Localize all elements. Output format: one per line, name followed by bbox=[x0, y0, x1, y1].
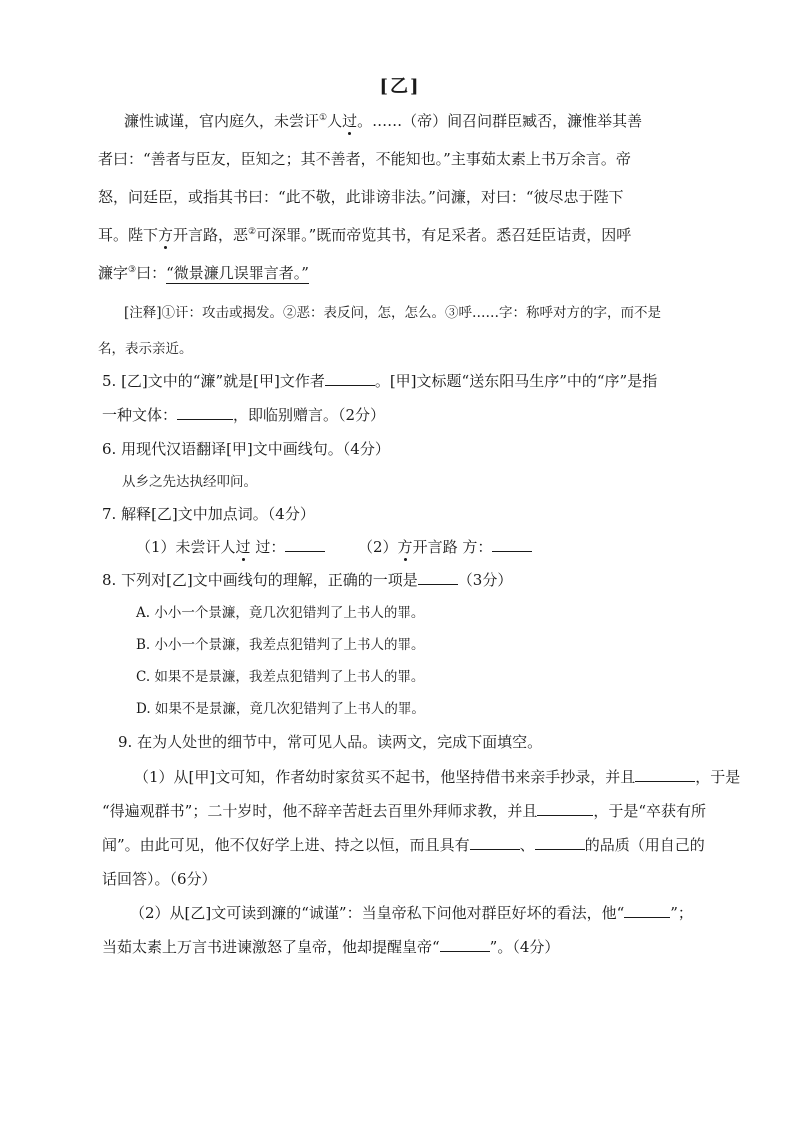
passage-line-4: 耳。陛下方开言路，恶②可深罪。”既而帝览其书，有足采者。悉召廷臣诘责，因呼 bbox=[98, 226, 632, 244]
q9-part1-line-3: 闻”。由此可见，他不仅好学上进、持之以恒，而且具有 、 的品质（用自己的 bbox=[102, 836, 705, 854]
passage-line-5: 濂字③曰：“微景濂几误罪言者。” bbox=[98, 264, 309, 282]
passage-line-2: 者曰：“善者与臣友，臣知之；其不善者，不能知也。”主事茹太素上书万余言。帝 bbox=[98, 150, 631, 168]
q7-blank-1[interactable] bbox=[285, 536, 325, 552]
note-marker-2: ② bbox=[248, 227, 257, 237]
q9-blank-3[interactable] bbox=[470, 834, 520, 850]
q9-blank-4[interactable] bbox=[535, 834, 585, 850]
option-a: A. 小小一个景濂，竟几次犯错判了上书人的罪。 bbox=[136, 605, 425, 621]
q8-answer-blank[interactable] bbox=[418, 569, 458, 585]
passage-line-1: 濂性诚谨，官内庭久，未尝讦①人过。……（帝）间召问群臣臧否，濂惟举其善 bbox=[124, 112, 643, 130]
q9-part1-line-2: “得遍观群书”；二十岁时，他不辞辛苦赶去百里外拜师求教，并且 ，于是“卒获有所 bbox=[102, 802, 707, 820]
option-b: B. 小小一个景濂，我差点犯错判了上书人的罪。 bbox=[136, 637, 425, 653]
passage-line-3: 怒，问廷臣，或指其书曰：“此不敬，此诽谤非法。”问濂，对曰：“彼尽忠于陛下 bbox=[98, 188, 624, 206]
q9-part1-line-1: （1）从[甲]文可知，作者幼时家贫买不起书，他坚持借书来亲手抄录，并且 ，于是 bbox=[134, 768, 741, 786]
q9-part2-line-1: （2）从[乙]文可读到濂的“诚谨”：当皇帝私下问他对群臣好坏的看法，他“ ”； bbox=[130, 904, 693, 922]
q7-blank-2[interactable] bbox=[492, 536, 532, 552]
question-7-item-2: （2）方开言路 方： bbox=[358, 536, 532, 558]
q9-blank-1[interactable] bbox=[635, 766, 695, 782]
question-5-line-1: 5. [乙]文中的“濂”就是[甲]文作者 。[甲]文标题“送东阳马生序”中的“序”是指 bbox=[102, 372, 658, 390]
option-d: D. 如果不是景濂，竟几次犯错判了上书人的罪。 bbox=[136, 701, 425, 717]
q9-blank-5[interactable] bbox=[624, 902, 670, 918]
q9-part2-line-2: 当茹太素上万言书进谏激怒了皇帝，他却提醒皇帝“ ”。（4分） bbox=[102, 938, 560, 956]
question-8-prompt: 8. 下列对[乙]文中画线句的理解，正确的一项是 （3分） bbox=[102, 571, 513, 589]
note-marker-1: ① bbox=[319, 113, 328, 123]
q9-part1-line-4: 话回答）。（6分） bbox=[102, 870, 217, 888]
question-6-prompt: 6. 用现代汉语翻译[甲]文中画线句。（4分） bbox=[102, 440, 390, 458]
q9-blank-2[interactable] bbox=[537, 800, 593, 816]
q5-blank-1[interactable] bbox=[325, 370, 375, 386]
q7-dotted-fang: 方 bbox=[397, 538, 413, 556]
question-7-item-1: （1）未尝讦人过 过： bbox=[136, 536, 325, 558]
annotation-line-1: [注释]①讦：攻击或揭发。②恶：表反问，怎，怎么。③呼……字：称呼对方的字，而不是 bbox=[124, 305, 662, 321]
underlined-sentence: “微景濂几误罪言者。” bbox=[166, 264, 309, 282]
q7-dotted-guo: 过 bbox=[235, 538, 251, 556]
question-7-prompt: 7. 解释[乙]文中加点词。（4分） bbox=[102, 505, 315, 523]
annotation-line-2: 名，表示亲近。 bbox=[98, 341, 193, 357]
q5-blank-2[interactable] bbox=[177, 404, 233, 420]
question-6-sentence: 从乡之先达执经叩问。 bbox=[122, 474, 257, 490]
dotted-word-fang: 方 bbox=[158, 226, 174, 244]
option-c: C. 如果不是景濂，我差点犯错判了上书人的罪。 bbox=[136, 669, 425, 685]
section-title: [乙] bbox=[379, 76, 421, 97]
q9-blank-6[interactable] bbox=[440, 936, 490, 952]
dotted-word-guo: 过 bbox=[342, 112, 358, 130]
note-marker-3: ③ bbox=[128, 265, 137, 275]
question-5-line-2: 一种文体： ，即临别赠言。（2分） bbox=[102, 406, 386, 424]
question-9-prompt: 9. 在为人处世的细节中，常可见人品。读两文，完成下面填空。 bbox=[118, 733, 543, 751]
